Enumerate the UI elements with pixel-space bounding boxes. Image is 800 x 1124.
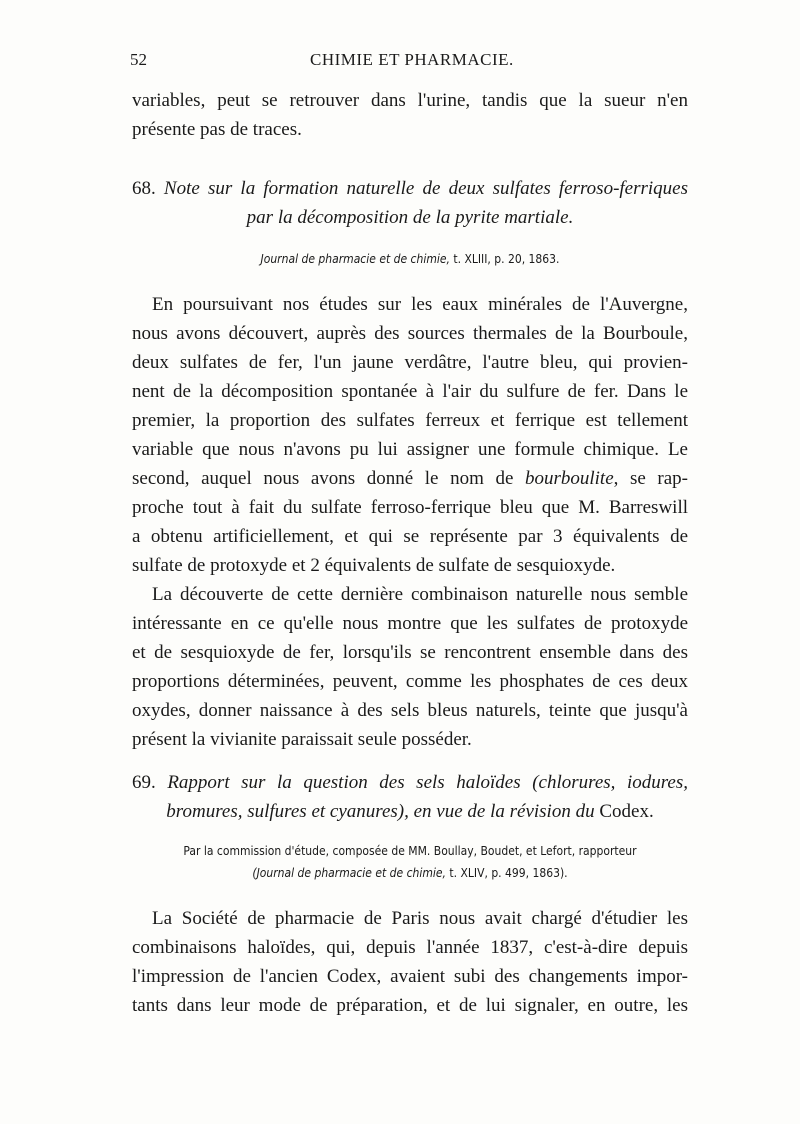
text-line: La Société de pharmacie de Paris nous avait chargé d'étudier les <box>152 908 688 929</box>
text-line: présent la vivianite paraissait seule posséder. <box>132 729 472 750</box>
text-line: combinaisons haloïdes, qui, depuis l'année 1837, c'est-à-dire depuis <box>132 937 688 958</box>
intro-paragraph <box>132 86 688 144</box>
reference-details: t. XLIII, p. 20, 1863. <box>453 252 560 266</box>
codex-word: Codex. <box>599 801 654 822</box>
text-span: second, auquel nous avons donné le nom de <box>132 468 525 489</box>
section-title-line: bromures, sulfures et cyanures), en vue de la révision du <box>166 801 595 822</box>
text-line: premier, la proportion des sulfates ferreux et ferrique est tellement <box>132 410 688 431</box>
italic-term: bourboulite <box>524 468 614 489</box>
text-line: tants dans leur mode de préparation, et de lui signaler, en outre, les <box>132 995 688 1016</box>
section-title-line: Rapport sur la question des sels haloïdes (chlorures, iodures, <box>167 772 688 793</box>
section-68-body <box>132 290 688 754</box>
text-line: présente pas de traces. <box>132 119 302 140</box>
commission-line: Par la commission d'étude, composée de MM. Boullay, Boudet, et Lefort, rapporteur <box>183 844 637 858</box>
journal-name: (Journal de pharmacie et de chimie, <box>252 866 446 880</box>
text-line: variable que nous n'avons pu lui assigner une formule chimique. Le <box>132 439 688 460</box>
journal-name: Journal de pharmacie et de chimie, <box>260 252 450 266</box>
section-number: 68. <box>132 178 156 199</box>
section-69-reference <box>132 840 688 884</box>
text-line: oxydes, donner naissance à des sels bleus naturels, teinte que jusqu'à <box>132 700 688 721</box>
text-span: , se rap- <box>613 468 689 489</box>
reference-details: t. XLIV, p. 499, 1863). <box>449 866 568 880</box>
text-line: nous avons découvert, auprès des sources thermales de la Bourboule, <box>132 323 688 344</box>
text-line: l'impression de l'ancien Codex, avaient subi des changements impor- <box>132 966 688 987</box>
section-69-title <box>132 768 688 826</box>
text-line: et de sesquioxyde de fer, lorsqu'ils se rencontrent ensemble dans des <box>132 642 688 663</box>
text-line: La découverte de cette dernière combinaison naturelle nous semble <box>152 584 688 605</box>
section-title-line: Note sur la formation naturelle de deux sulfates ferroso-ferriques <box>163 178 689 199</box>
text-line <box>132 464 688 493</box>
text-line: deux sulfates de fer, l'un jaune verdâtre, l'autre bleu, qui provien- <box>132 352 688 373</box>
section-number: 69. <box>132 772 156 793</box>
section-68-reference <box>132 248 688 270</box>
text-line: proche tout à fait du sulfate ferroso-ferrique bleu que M. Barreswill <box>132 497 688 518</box>
text-line: a obtenu artificiellement, et qui se représente par 3 équivalents de <box>132 526 688 547</box>
text-line: sulfate de protoxyde et 2 équivalents de sulfate de sesquioxyde. <box>132 555 616 576</box>
page-header <box>130 48 686 74</box>
page-number: 52 <box>130 50 147 69</box>
text-line: intéressante en ce qu'elle nous montre que les sulfates de protoxyde <box>132 613 688 634</box>
section-68-title <box>132 174 688 232</box>
text-line: En poursuivant nos études sur les eaux minérales de l'Auvergne, <box>152 294 688 315</box>
text-line: proportions déterminées, peuvent, comme les phosphates de ces deux <box>132 671 688 692</box>
section-69-body <box>132 904 688 1020</box>
section-title-line: par la décomposition de la pyrite martiale. <box>246 207 574 228</box>
text-line: nent de la décomposition spontanée à l'air du sulfure de fer. Dans le <box>132 381 688 402</box>
running-title: CHIMIE ET PHARMACIE. <box>310 50 514 69</box>
text-line: variables, peut se retrouver dans l'urine, tandis que la sueur n'en <box>132 90 688 111</box>
